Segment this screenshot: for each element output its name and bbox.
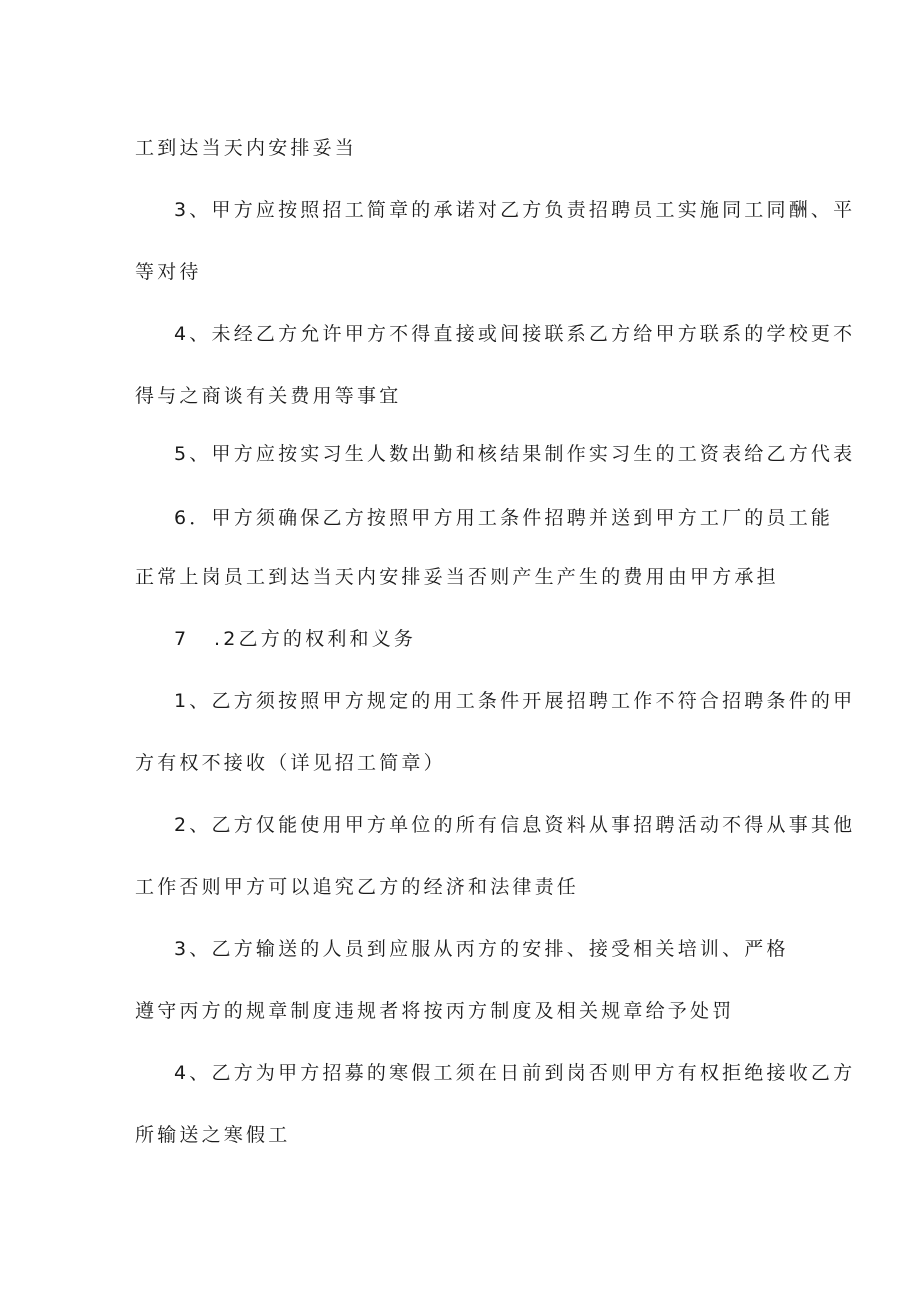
party-b-clause-4-line-2: 所输送之寒假工	[135, 1124, 291, 1146]
party-b-clause-1-line-2: 方有权不接收（详见招工简章）	[135, 752, 446, 774]
party-b-clause-4-line-1: 4、乙方为甲方招募的寒假工须在日前到岗否则甲方有权拒绝接收乙方	[174, 1062, 856, 1084]
clause-5-line: 5、甲方应按实习生人数出勤和核结果制作实习生的工资表给乙方代表	[174, 443, 856, 465]
clause-3-line-1: 3、甲方应按照招工简章的承诺对乙方负责招聘员工实施同工同酬、平	[174, 199, 856, 221]
party-b-clause-3-line-2: 遵守丙方的规章制度违规者将按丙方制度及相关规章给予处罚	[135, 1000, 735, 1022]
text-line: 工到达当天内安排妥当	[135, 137, 358, 159]
section-title: .2乙方的权利和义务	[214, 628, 417, 650]
clause-3-line-2: 等对待	[135, 261, 202, 283]
party-b-clause-2-line-1: 2、乙方仅能使用甲方单位的所有信息资料从事招聘活动不得从事其他	[174, 814, 856, 836]
clause-4-line-2: 得与之商谈有关费用等事宜	[135, 385, 402, 407]
clause-6-line-2: 正常上岗员工到达当天内安排妥当否则产生产生的费用由甲方承担	[135, 566, 779, 588]
party-b-clause-1-line-1: 1、乙方须按照甲方规定的用工条件开展招聘工作不符合招聘条件的甲	[174, 690, 856, 712]
clause-4-line-1: 4、未经乙方允许甲方不得直接或间接联系乙方给甲方联系的学校更不	[174, 323, 856, 345]
party-b-clause-2-line-2: 工作否则甲方可以追究乙方的经济和法律责任	[135, 876, 580, 898]
party-b-clause-3-line-1: 3、乙方输送的人员到应服从丙方的安排、接受相关培训、严格	[174, 938, 789, 960]
clause-6-line-1: 6．甲方须确保乙方按照甲方用工条件招聘并送到甲方工厂的员工能	[174, 507, 834, 529]
section-number: 7	[174, 628, 190, 650]
section-heading	[174, 627, 416, 651]
